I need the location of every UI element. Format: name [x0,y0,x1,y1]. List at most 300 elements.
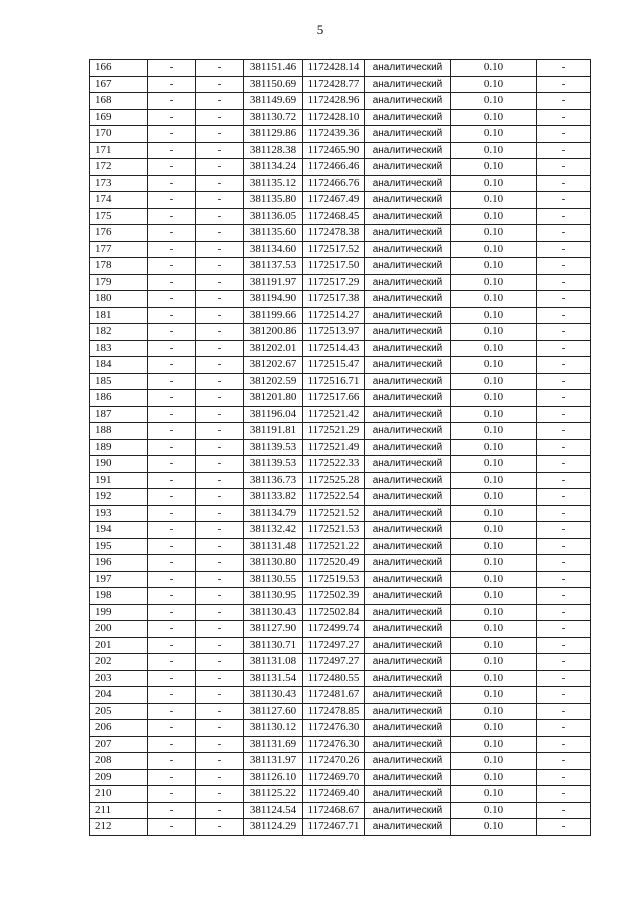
y-coordinate-cell: 1172478.85 [303,703,365,720]
x-coordinate-cell: 381202.01 [244,340,303,357]
dash-cell-a: - [148,76,196,93]
x-coordinate-cell: 381134.60 [244,241,303,258]
method-cell: аналитический [365,538,451,555]
dash-cell-a: - [148,291,196,308]
method-cell: аналитический [365,258,451,275]
y-coordinate-cell: 1172467.71 [303,819,365,836]
y-coordinate-cell: 1172514.27 [303,307,365,324]
point-number-cell: 180 [90,291,148,308]
point-number-cell: 205 [90,703,148,720]
accuracy-cell: 0.10 [451,456,537,473]
y-coordinate-cell: 1172469.40 [303,786,365,803]
point-number-cell: 170 [90,126,148,143]
y-coordinate-cell: 1172468.67 [303,802,365,819]
remark-cell: - [537,225,591,242]
y-coordinate-cell: 1172517.50 [303,258,365,275]
accuracy-cell: 0.10 [451,819,537,836]
remark-cell: - [537,703,591,720]
point-number-cell: 171 [90,142,148,159]
table-row [90,340,591,357]
dash-cell-b: - [196,208,244,225]
dash-cell-a: - [148,357,196,374]
y-coordinate-cell: 1172468.45 [303,208,365,225]
accuracy-cell: 0.10 [451,621,537,638]
dash-cell-a: - [148,670,196,687]
method-cell: аналитический [365,390,451,407]
point-number-cell: 211 [90,802,148,819]
table-row [90,456,591,473]
dash-cell-a: - [148,571,196,588]
remark-cell: - [537,670,591,687]
remark-cell: - [537,769,591,786]
table-row [90,753,591,770]
dash-cell-a: - [148,423,196,440]
dash-cell-a: - [148,654,196,671]
dash-cell-b: - [196,439,244,456]
y-coordinate-cell: 1172469.70 [303,769,365,786]
y-coordinate-cell: 1172497.27 [303,637,365,654]
dash-cell-b: - [196,456,244,473]
accuracy-cell: 0.10 [451,390,537,407]
x-coordinate-cell: 381201.80 [244,390,303,407]
dash-cell-b: - [196,423,244,440]
remark-cell: - [537,373,591,390]
dash-cell-b: - [196,786,244,803]
dash-cell-b: - [196,654,244,671]
dash-cell-b: - [196,357,244,374]
dash-cell-a: - [148,258,196,275]
accuracy-cell: 0.10 [451,439,537,456]
point-number-cell: 190 [90,456,148,473]
accuracy-cell: 0.10 [451,307,537,324]
x-coordinate-cell: 381128.38 [244,142,303,159]
point-number-cell: 183 [90,340,148,357]
dash-cell-b: - [196,571,244,588]
dash-cell-b: - [196,505,244,522]
accuracy-cell: 0.10 [451,720,537,737]
x-coordinate-cell: 381124.29 [244,819,303,836]
point-number-cell: 173 [90,175,148,192]
point-number-cell: 201 [90,637,148,654]
y-coordinate-cell: 1172497.27 [303,654,365,671]
point-number-cell: 207 [90,736,148,753]
table-row [90,406,591,423]
remark-cell: - [537,258,591,275]
x-coordinate-cell: 381130.72 [244,109,303,126]
accuracy-cell: 0.10 [451,291,537,308]
method-cell: аналитический [365,505,451,522]
x-coordinate-cell: 381131.54 [244,670,303,687]
method-cell: аналитический [365,703,451,720]
remark-cell: - [537,208,591,225]
method-cell: аналитический [365,571,451,588]
table-row [90,621,591,638]
point-number-cell: 182 [90,324,148,341]
point-number-cell: 209 [90,769,148,786]
point-number-cell: 184 [90,357,148,374]
x-coordinate-cell: 381135.60 [244,225,303,242]
method-cell: аналитический [365,423,451,440]
table-row [90,76,591,93]
remark-cell: - [537,555,591,572]
y-coordinate-cell: 1172476.30 [303,736,365,753]
accuracy-cell: 0.10 [451,703,537,720]
table-row [90,769,591,786]
dash-cell-a: - [148,456,196,473]
remark-cell: - [537,390,591,407]
dash-cell-a: - [148,142,196,159]
dash-cell-a: - [148,159,196,176]
accuracy-cell: 0.10 [451,736,537,753]
table-row [90,802,591,819]
table-row [90,736,591,753]
remark-cell: - [537,423,591,440]
point-number-cell: 176 [90,225,148,242]
y-coordinate-cell: 1172466.76 [303,175,365,192]
dash-cell-b: - [196,819,244,836]
accuracy-cell: 0.10 [451,93,537,110]
x-coordinate-cell: 381191.81 [244,423,303,440]
dash-cell-b: - [196,489,244,506]
dash-cell-b: - [196,225,244,242]
remark-cell: - [537,109,591,126]
accuracy-cell: 0.10 [451,159,537,176]
method-cell: аналитический [365,241,451,258]
y-coordinate-cell: 1172428.77 [303,76,365,93]
y-coordinate-cell: 1172466.46 [303,159,365,176]
table-row [90,93,591,110]
table-row [90,324,591,341]
x-coordinate-cell: 381130.43 [244,604,303,621]
point-number-cell: 177 [90,241,148,258]
dash-cell-a: - [148,225,196,242]
x-coordinate-cell: 381130.55 [244,571,303,588]
point-number-cell: 210 [90,786,148,803]
dash-cell-a: - [148,192,196,209]
remark-cell: - [537,505,591,522]
x-coordinate-cell: 381200.86 [244,324,303,341]
point-number-cell: 179 [90,274,148,291]
dash-cell-b: - [196,93,244,110]
dash-cell-a: - [148,175,196,192]
x-coordinate-cell: 381191.97 [244,274,303,291]
point-number-cell: 200 [90,621,148,638]
point-number-cell: 196 [90,555,148,572]
method-cell: аналитический [365,208,451,225]
dash-cell-b: - [196,60,244,77]
dash-cell-b: - [196,687,244,704]
x-coordinate-cell: 381196.04 [244,406,303,423]
remark-cell: - [537,720,591,737]
table-row [90,670,591,687]
x-coordinate-cell: 381136.05 [244,208,303,225]
x-coordinate-cell: 381130.80 [244,555,303,572]
table-row [90,604,591,621]
dash-cell-a: - [148,406,196,423]
table-row [90,159,591,176]
y-coordinate-cell: 1172481.67 [303,687,365,704]
table-row [90,390,591,407]
method-cell: аналитический [365,472,451,489]
remark-cell: - [537,786,591,803]
dash-cell-a: - [148,439,196,456]
accuracy-cell: 0.10 [451,274,537,291]
method-cell: аналитический [365,373,451,390]
method-cell: аналитический [365,720,451,737]
table-row [90,555,591,572]
coordinates-table-container [89,59,590,836]
accuracy-cell: 0.10 [451,769,537,786]
dash-cell-a: - [148,390,196,407]
method-cell: аналитический [365,307,451,324]
remark-cell: - [537,274,591,291]
dash-cell-b: - [196,126,244,143]
dash-cell-a: - [148,307,196,324]
point-number-cell: 172 [90,159,148,176]
dash-cell-b: - [196,604,244,621]
dash-cell-a: - [148,489,196,506]
accuracy-cell: 0.10 [451,670,537,687]
dash-cell-a: - [148,340,196,357]
point-number-cell: 206 [90,720,148,737]
table-row [90,175,591,192]
remark-cell: - [537,456,591,473]
page-number: 5 [316,22,324,37]
accuracy-cell: 0.10 [451,472,537,489]
accuracy-cell: 0.10 [451,208,537,225]
dash-cell-b: - [196,258,244,275]
y-coordinate-cell: 1172522.33 [303,456,365,473]
point-number-cell: 208 [90,753,148,770]
dash-cell-b: - [196,192,244,209]
table-row [90,571,591,588]
y-coordinate-cell: 1172516.71 [303,373,365,390]
dash-cell-b: - [196,588,244,605]
accuracy-cell: 0.10 [451,142,537,159]
method-cell: аналитический [365,522,451,539]
dash-cell-a: - [148,109,196,126]
table-body [90,60,591,836]
accuracy-cell: 0.10 [451,60,537,77]
y-coordinate-cell: 1172519.53 [303,571,365,588]
dash-cell-a: - [148,208,196,225]
remark-cell: - [537,307,591,324]
dash-cell-a: - [148,802,196,819]
accuracy-cell: 0.10 [451,786,537,803]
method-cell: аналитический [365,60,451,77]
remark-cell: - [537,802,591,819]
accuracy-cell: 0.10 [451,489,537,506]
dash-cell-a: - [148,472,196,489]
y-coordinate-cell: 1172502.39 [303,588,365,605]
dash-cell-a: - [148,505,196,522]
method-cell: аналитический [365,802,451,819]
dash-cell-a: - [148,703,196,720]
remark-cell: - [537,60,591,77]
dash-cell-a: - [148,687,196,704]
remark-cell: - [537,489,591,506]
accuracy-cell: 0.10 [451,802,537,819]
y-coordinate-cell: 1172525.28 [303,472,365,489]
dash-cell-a: - [148,753,196,770]
method-cell: аналитический [365,604,451,621]
point-number-cell: 195 [90,538,148,555]
remark-cell: - [537,687,591,704]
remark-cell: - [537,324,591,341]
table-row [90,373,591,390]
x-coordinate-cell: 381135.12 [244,175,303,192]
remark-cell: - [537,357,591,374]
x-coordinate-cell: 381134.24 [244,159,303,176]
dash-cell-b: - [196,538,244,555]
y-coordinate-cell: 1172517.66 [303,390,365,407]
table-row [90,505,591,522]
remark-cell: - [537,819,591,836]
dash-cell-b: - [196,291,244,308]
accuracy-cell: 0.10 [451,588,537,605]
remark-cell: - [537,472,591,489]
dash-cell-a: - [148,786,196,803]
x-coordinate-cell: 381130.12 [244,720,303,737]
accuracy-cell: 0.10 [451,423,537,440]
coordinates-table [89,59,591,836]
method-cell: аналитический [365,324,451,341]
dash-cell-b: - [196,307,244,324]
y-coordinate-cell: 1172499.74 [303,621,365,638]
remark-cell: - [537,736,591,753]
dash-cell-b: - [196,373,244,390]
method-cell: аналитический [365,769,451,786]
method-cell: аналитический [365,786,451,803]
method-cell: аналитический [365,274,451,291]
point-number-cell: 191 [90,472,148,489]
table-row [90,703,591,720]
y-coordinate-cell: 1172470.26 [303,753,365,770]
method-cell: аналитический [365,126,451,143]
remark-cell: - [537,604,591,621]
remark-cell: - [537,621,591,638]
dash-cell-b: - [196,720,244,737]
y-coordinate-cell: 1172521.53 [303,522,365,539]
dash-cell-a: - [148,373,196,390]
remark-cell: - [537,175,591,192]
point-number-cell: 187 [90,406,148,423]
accuracy-cell: 0.10 [451,258,537,275]
x-coordinate-cell: 381127.60 [244,703,303,720]
method-cell: аналитический [365,456,451,473]
table-row [90,439,591,456]
dash-cell-a: - [148,720,196,737]
remark-cell: - [537,126,591,143]
table-row [90,687,591,704]
accuracy-cell: 0.10 [451,522,537,539]
dash-cell-a: - [148,621,196,638]
x-coordinate-cell: 381135.80 [244,192,303,209]
remark-cell: - [537,159,591,176]
x-coordinate-cell: 381139.53 [244,456,303,473]
dash-cell-b: - [196,159,244,176]
dash-cell-b: - [196,555,244,572]
accuracy-cell: 0.10 [451,604,537,621]
point-number-cell: 166 [90,60,148,77]
remark-cell: - [537,76,591,93]
x-coordinate-cell: 381131.69 [244,736,303,753]
x-coordinate-cell: 381124.54 [244,802,303,819]
accuracy-cell: 0.10 [451,76,537,93]
point-number-cell: 203 [90,670,148,687]
table-row [90,588,591,605]
accuracy-cell: 0.10 [451,225,537,242]
method-cell: аналитический [365,357,451,374]
point-number-cell: 188 [90,423,148,440]
x-coordinate-cell: 381133.82 [244,489,303,506]
x-coordinate-cell: 381134.79 [244,505,303,522]
method-cell: аналитический [365,76,451,93]
point-number-cell: 169 [90,109,148,126]
dash-cell-a: - [148,126,196,143]
point-number-cell: 197 [90,571,148,588]
dash-cell-b: - [196,621,244,638]
y-coordinate-cell: 1172439.36 [303,126,365,143]
point-number-cell: 194 [90,522,148,539]
method-cell: аналитический [365,753,451,770]
x-coordinate-cell: 381127.90 [244,621,303,638]
dash-cell-b: - [196,340,244,357]
x-coordinate-cell: 381150.69 [244,76,303,93]
remark-cell: - [537,291,591,308]
accuracy-cell: 0.10 [451,687,537,704]
point-number-cell: 199 [90,604,148,621]
dash-cell-b: - [196,736,244,753]
y-coordinate-cell: 1172515.47 [303,357,365,374]
dash-cell-a: - [148,637,196,654]
y-coordinate-cell: 1172476.30 [303,720,365,737]
dash-cell-a: - [148,60,196,77]
dash-cell-b: - [196,637,244,654]
x-coordinate-cell: 381132.42 [244,522,303,539]
dash-cell-b: - [196,753,244,770]
point-number-cell: 181 [90,307,148,324]
table-row [90,637,591,654]
table-row [90,307,591,324]
method-cell: аналитический [365,159,451,176]
table-row [90,423,591,440]
accuracy-cell: 0.10 [451,505,537,522]
table-row [90,241,591,258]
y-coordinate-cell: 1172513.97 [303,324,365,341]
method-cell: аналитический [365,142,451,159]
dash-cell-b: - [196,274,244,291]
point-number-cell: 193 [90,505,148,522]
point-number-cell: 192 [90,489,148,506]
remark-cell: - [537,637,591,654]
accuracy-cell: 0.10 [451,109,537,126]
y-coordinate-cell: 1172521.42 [303,406,365,423]
point-number-cell: 167 [90,76,148,93]
x-coordinate-cell: 381194.90 [244,291,303,308]
method-cell: аналитический [365,93,451,110]
table-row [90,720,591,737]
method-cell: аналитический [365,225,451,242]
dash-cell-b: - [196,390,244,407]
remark-cell: - [537,439,591,456]
point-number-cell: 185 [90,373,148,390]
accuracy-cell: 0.10 [451,654,537,671]
method-cell: аналитический [365,621,451,638]
y-coordinate-cell: 1172480.55 [303,670,365,687]
point-number-cell: 168 [90,93,148,110]
remark-cell: - [537,340,591,357]
